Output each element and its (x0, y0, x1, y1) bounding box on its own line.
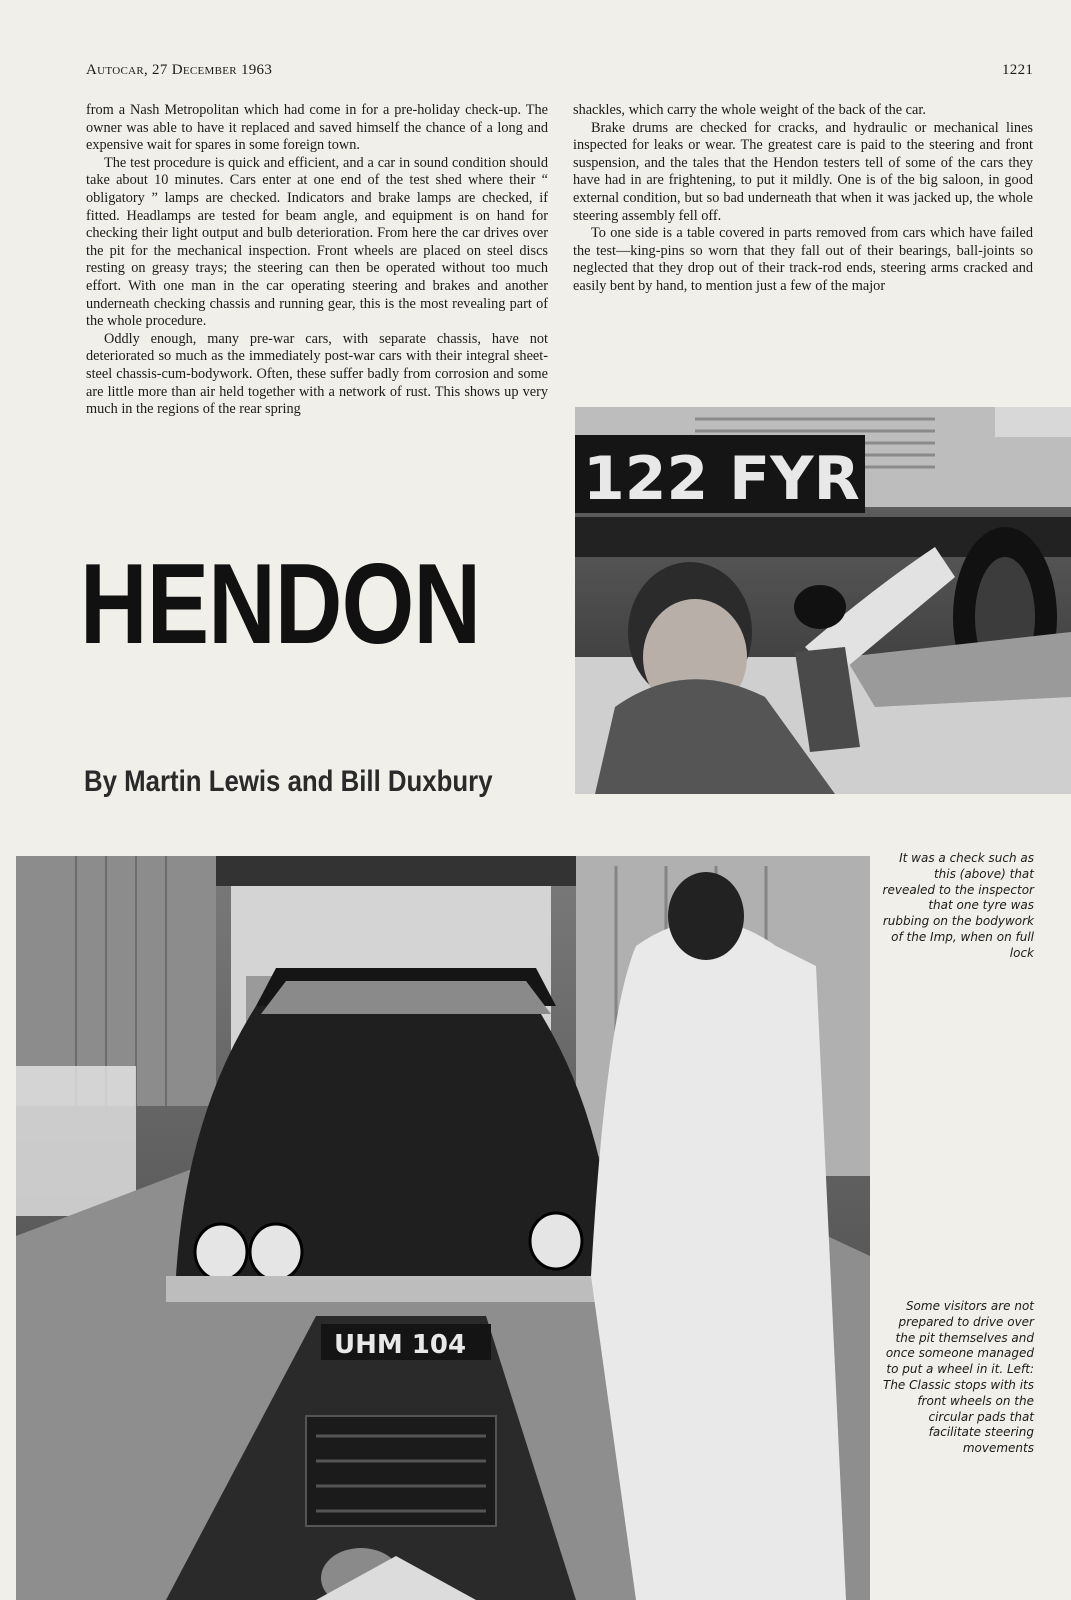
photo-inspector-under-car (575, 407, 1071, 794)
article-column-right (573, 102, 1033, 296)
photo-caption-bottom: Some visitors are not prepared to drive over the pit themselves and once someone managed to put a wheel in it. Left: The Classic stops with its front wheels on the circular pads that facilitate steering movements (883, 1299, 1034, 1456)
paragraph: shackles, which carry the whole weight of the back of the car. (573, 102, 926, 118)
paragraph: The test procedure is quick and efficient, and a car in sound condition should take about 10 minutes. Cars enter at one end of the test shed where their “ obligatory ” lamps are checked. Indicators and brake lamps are checked, if fitted. Headlamps are tested for beam angle, and equipment is on hand for checking their light output and bulb deterioration. From here the car drives over the pit for the mechanical inspection. Front wheels are placed on steel discs resting on greasy trays; the steering can then be operated without too much effort. With one man in the car operating steering and brakes and another underneath checking chassis and running gear, this is the most revealing part of the whole procedure. (86, 154, 548, 330)
page-number: 1221 (1002, 62, 1034, 78)
running-header-publication: Autocar, 27 December 1963 (86, 62, 273, 78)
paragraph: Brake drums are checked for cracks, and hydraulic or mechanical lines inspected for leaks or wear. The greatest care is paid to the steering and front suspension, and the tales that the Hendon testers tell of some of the cars they have had in are frightening, to put it mildly. One is of the big saloon, in good external condition, but so bad underneath that when it was jacked up, the whole steering assembly fell off. (573, 119, 1033, 224)
photo-car-over-pit (16, 856, 870, 1600)
article-title: HENDON (80, 541, 481, 668)
paragraph: from a Nash Metropolitan which had come in for a pre-holiday check-up. The owner was able to have it replaced and saved himself the chance of a long and expensive wait for spares in some foreign town. (86, 102, 548, 154)
byline: By Martin Lewis and Bill Duxbury (84, 765, 493, 798)
paragraph: To one side is a table covered in parts removed from cars which have failed the test—king-pins so worn that they fall out of their bearings, ball-joints so neglected that they drop out of their track-rod ends, steering arms cracked and easily bent by hand, to mention just a few of the major (573, 225, 1033, 294)
number-plate-bottom: UHM 104 (334, 1330, 467, 1360)
paragraph: Oddly enough, many pre-war cars, with separate chassis, have not deteriorated so much as the immediately post-war cars with their integral sheet-steel chassis-cum-bodywork. Often, these suffer badly from corrosion and some are little more than air held together with a network of rust. This shows up very much in the regions of the rear spring (86, 330, 548, 418)
number-plate-top: 122 FYR (583, 444, 860, 514)
article-column-left (86, 102, 548, 419)
photo-caption-top: It was a check such as this (above) that revealed to the inspector that one tyre was rubbing on the bodywork of the Imp, when on full lock (882, 851, 1034, 960)
